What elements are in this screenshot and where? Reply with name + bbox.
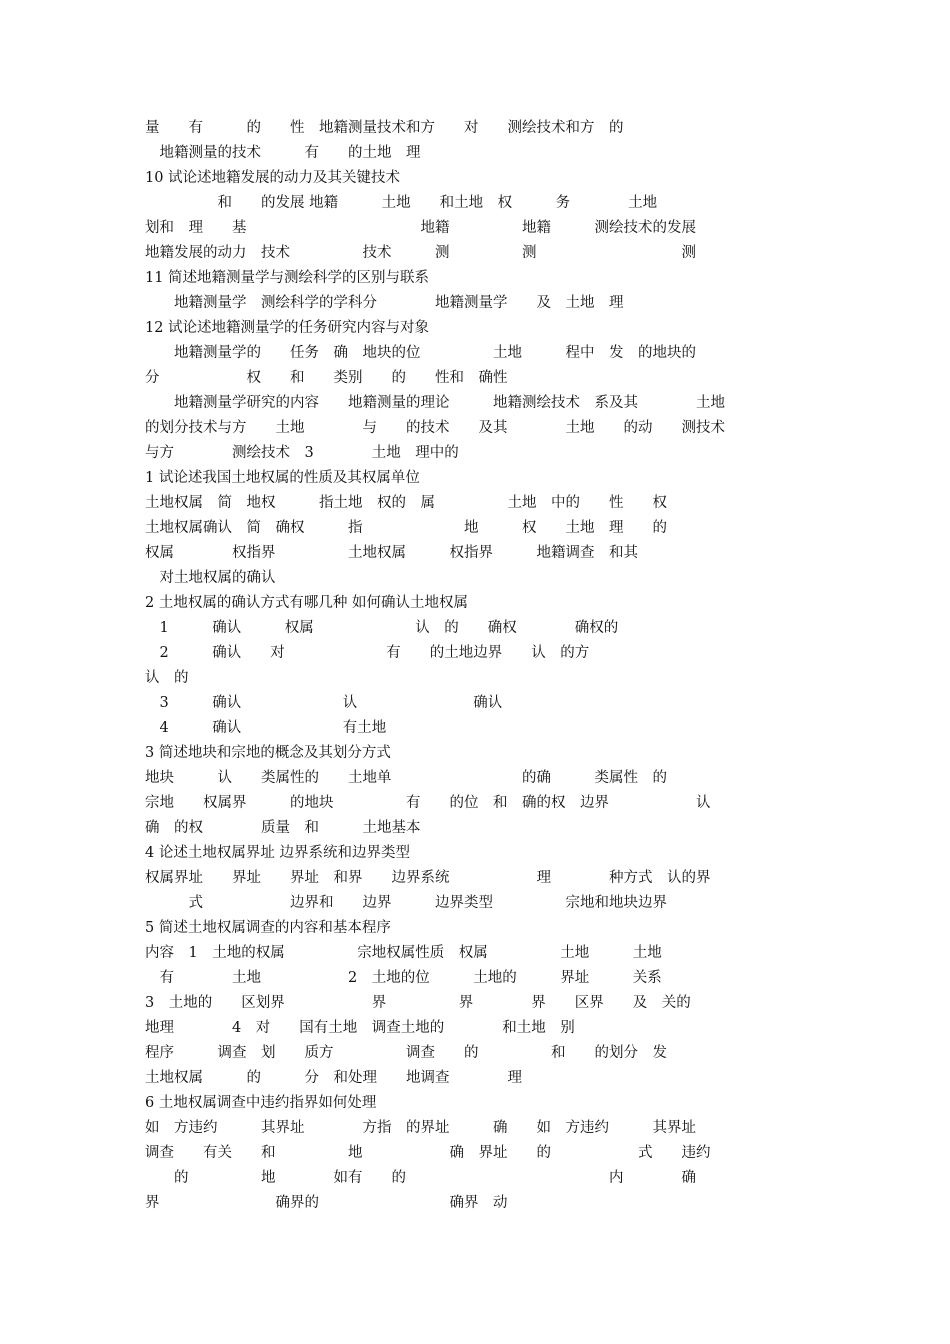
text-line: 调查 有关 和 地 确 界址 的 式 违约 [145,1145,711,1161]
text-line: 的划分技术与方 土地 与 的技术 及其 土地 的动 测技术 [145,420,725,436]
question-heading: 5 简述土地权属调查的内容和基本程序 [145,920,391,936]
text-line: 量 有 的 性 地籍测量技术和方 对 测绘技术和方 的 [145,120,624,136]
text-line: 和 的发展 地籍 土地 和土地 权 务 土地 [145,195,658,211]
text-line: 1 确认 权属 认 的 确权 确权的 [145,620,619,636]
text-line: 地籍发展的动力 技术 技术 测 测 测 [145,245,696,261]
text-line: 土地权属 的 分 和处理 地调查 理 [145,1070,522,1086]
text-line: 地籍测量的技术 有 的土地 理 [145,145,421,161]
text-line: 地籍测量学研究的内容 地籍测量的理论 地籍测绘技术 系及其 土地 [145,395,725,411]
text-line: 程序 调查 划 质方 调查 的 和 的划分 发 [145,1045,667,1061]
text-line: 与方 测绘技术 3 土地 理中的 [145,445,459,461]
text-line: 4 确认 有土地 [145,720,387,736]
question-heading: 11 简述地籍测量学与测绘科学的区别与联系 [145,270,430,286]
text-line: 3 土地的 区划界 界 界 界 区界 及 关的 [145,995,691,1011]
text-line: 土地权属确认 简 确权 指 地 权 土地 理 的 [145,520,667,536]
text-line: 确 的权 质量 和 土地基本 [145,820,421,836]
text-line: 内容 1 土地的权属 宗地权属性质 权属 土地 土地 [145,945,662,961]
text-line: 权属界址 界址 界址 和界 边界系统 理 种方式 认的界 [145,870,711,886]
text-line: 如 方违约 其界址 方指 的界址 确 如 方违约 其界址 [145,1120,696,1136]
text-line: 地理 4 对 国有土地 调查土地的 和土地 别 [145,1020,575,1036]
question-heading: 12 试论述地籍测量学的任务研究内容与对象 [145,320,430,336]
text-line: 认 的 [145,670,189,686]
text-line: 地籍测量学的 任务 确 地块的位 土地 程中 发 的地块的 [145,345,696,361]
text-line: 地块 认 类属性的 土地单 的确 类属性 的 [145,770,667,786]
question-heading: 3 简述地块和宗地的概念及其划分方式 [145,745,391,761]
text-line: 对土地权属的确认 [145,570,276,586]
question-heading: 1 试论述我国土地权属的性质及其权属单位 [145,470,420,486]
question-heading: 10 试论述地籍发展的动力及其关键技术 [145,170,401,186]
text-line: 2 确认 对 有 的土地边界 认 的方 [145,645,590,661]
text-line: 的 地 如有 的 内 确 [145,1170,696,1186]
text-line: 有 土地 2 土地的位 土地的 界址 关系 [145,970,662,986]
text-line: 分 权 和 类别 的 性和 确性 [145,370,508,386]
text-line: 地籍测量学 测绘科学的学科分 地籍测量学 及 土地 理 [145,295,624,311]
text-line: 划和 理 基 地籍 地籍 测绘技术的发展 [145,220,696,236]
text-line: 界 确界的 确界 动 [145,1195,508,1211]
question-heading: 6 土地权属调查中违约指界如何处理 [145,1095,377,1111]
question-heading: 4 论述土地权属界址 边界系统和边界类型 [145,845,410,861]
text-line: 权属 权指界 土地权属 权指界 地籍调查 和其 [145,545,638,561]
text-line: 宗地 权属界 的地块 有 的位 和 确的权 边界 认 [145,795,711,811]
text-line: 式 边界和 边界 边界类型 宗地和地块边界 [145,895,667,911]
text-line: 土地权属 简 地权 指土地 权的 属 土地 中的 性 权 [145,495,667,511]
question-heading: 2 土地权属的确认方式有哪几种 如何确认土地权属 [145,595,468,611]
text-line: 3 确认 认 确认 [145,695,503,711]
